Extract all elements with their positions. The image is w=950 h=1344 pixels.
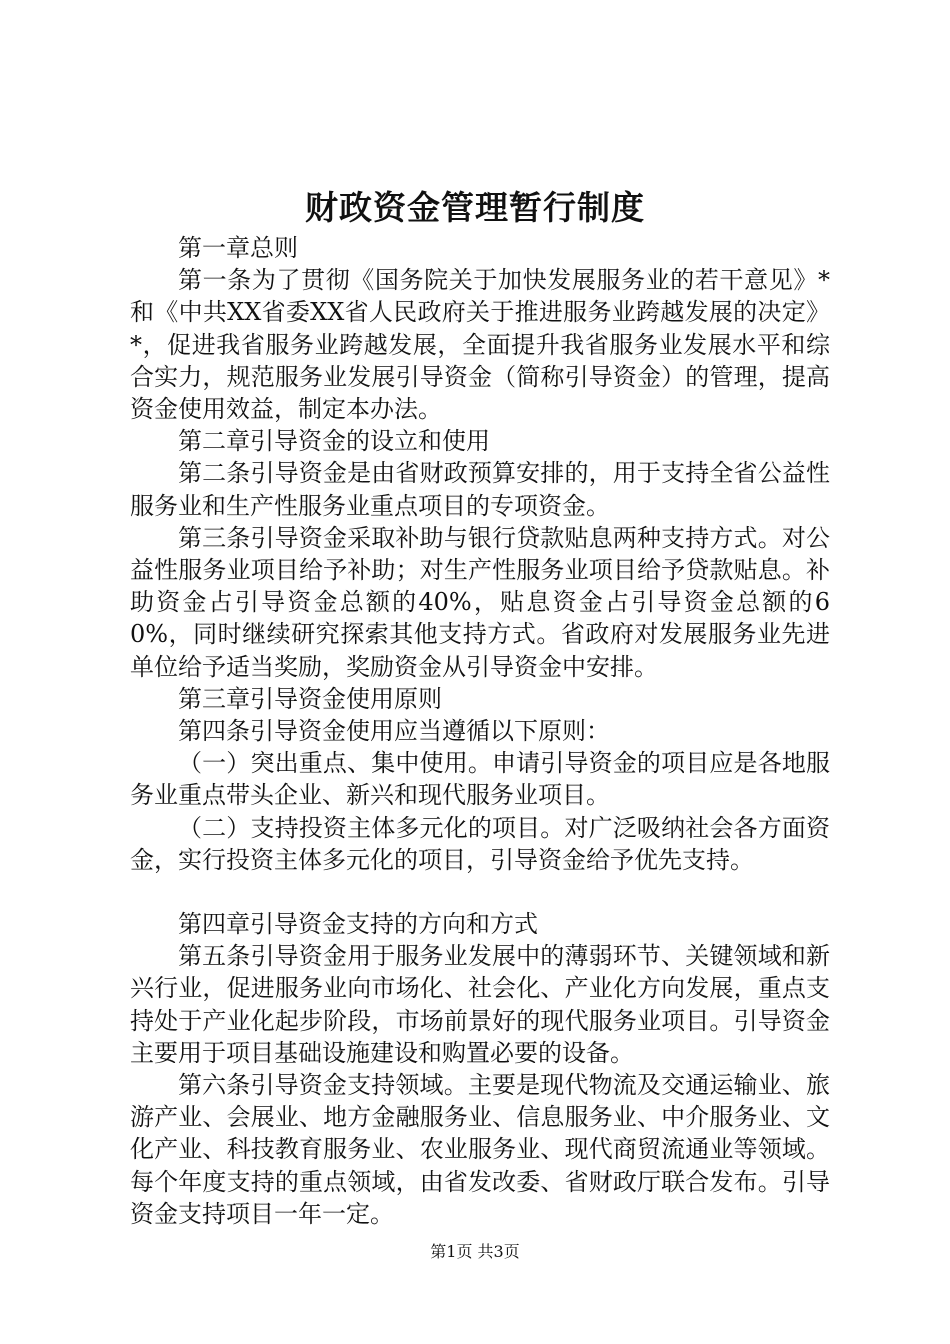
chapter-heading: 第四章引导资金支持的方向和方式 <box>178 910 538 939</box>
article-paragraph: 第一条为了贯彻《国务院关于加快发展服务业的若干意见》*和《中共XX省委XX省人民政府关于推进服务业跨越发展的决定》*，促进我省服务业跨越发展，全面提升我省服务业发展水平和综合实力，规范服务业发展引导资金（简称引导资金）的管理，提高资金使用效益，制定本办法。 <box>130 266 830 424</box>
chapter-heading: 第三章引导资金使用原则 <box>178 684 442 713</box>
article-paragraph: （一）突出重点、集中使用。申请引导资金的项目应是各地服务业重点带头企业、新兴和现代服务业项目。 <box>130 749 830 810</box>
document-body <box>130 232 830 1230</box>
document-title: 财政资金管理暂行制度 <box>305 188 645 227</box>
article-paragraph: 第二条引导资金是由省财政预算安排的，用于支持全省公益性服务业和生产性服务业重点项目的专项资金。 <box>130 459 830 520</box>
article-paragraph: 第六条引导资金支持领域。主要是现代物流及交通运输业、旅游产业、会展业、地方金融服务业、信息服务业、中介服务业、文化产业、科技教育服务业、农业服务业、现代商贸流通业等领域。每个年度支持的重点领域，由省发改委、省财政厅联合发布。引导资金支持项目一年一定。 <box>130 1071 830 1228</box>
chapter-heading: 第二章引导资金的设立和使用 <box>178 427 490 456</box>
article-paragraph: 第三条引导资金采取补助与银行贷款贴息两种支持方式。对公益性服务业项目给予补助；对生产性服务业项目给予贷款贴息。补助资金占引导资金总额的40%，贴息资金占引导资金总额的60%，同时继续研究探索其他支持方式。省政府对发展服务业先进单位给予适当奖励，奖励资金从引导资金中安排。 <box>130 523 830 681</box>
article-paragraph: （二）支持投资主体多元化的项目。对广泛吸纳社会各方面资金，实行投资主体多元化的项目，引导资金给予优先支持。 <box>130 813 830 874</box>
page-footer: 第1页 共3页 <box>430 1242 520 1261</box>
chapter-heading: 第一章总则 <box>178 234 298 262</box>
article-paragraph: 第五条引导资金用于服务业发展中的薄弱环节、关键领域和新兴行业，促进服务业向市场化、社会化、产业化方向发展，重点支持处于产业化起步阶段，市场前景好的现代服务业项目。引导资金主要用于项目基础设施建设和购置必要的设备。 <box>130 942 830 1067</box>
paragraph-gap <box>130 876 830 908</box>
article-paragraph: 第四条引导资金使用应当遵循以下原则： <box>178 717 610 746</box>
